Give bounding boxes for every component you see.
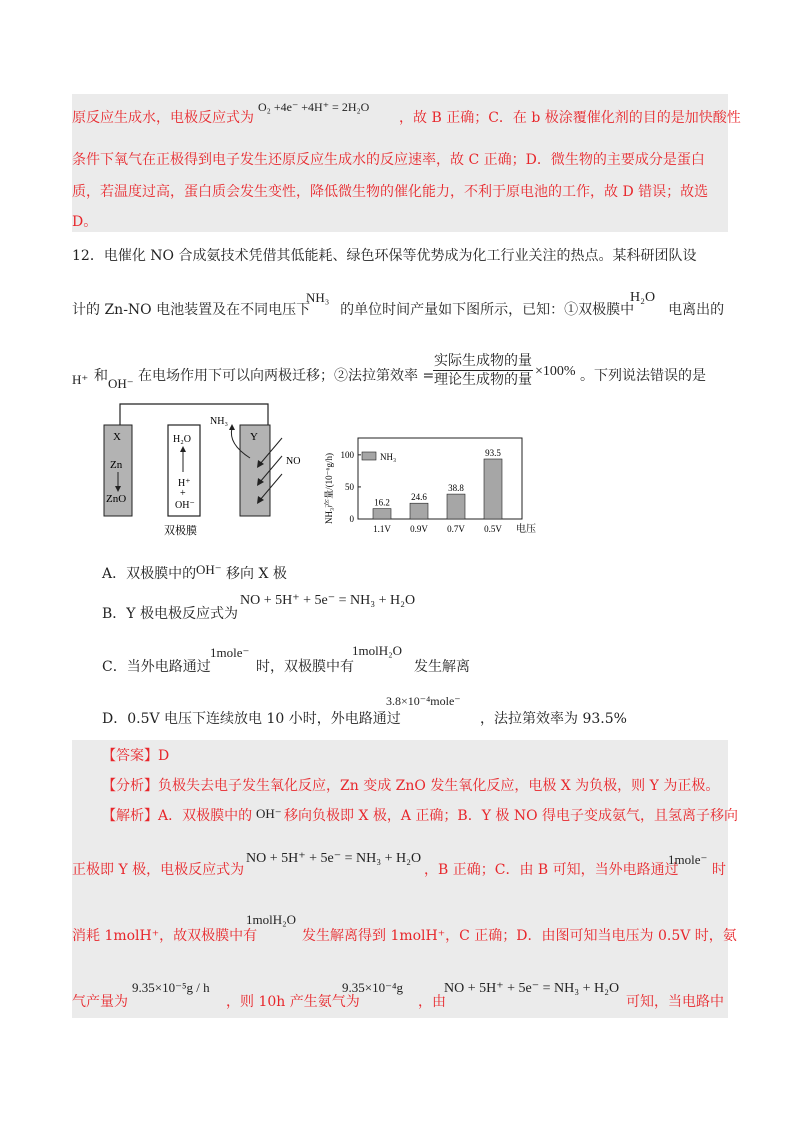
nh3-formula: NH₃	[306, 290, 330, 305]
option-b-eq: NO + 5H⁺ + 5e⁻ = NH₃ + H₂O	[240, 593, 416, 608]
chart-ylabel: NH₃产量/(10⁻⁶g/h)	[324, 452, 334, 524]
bar	[373, 509, 391, 519]
legend-swatch	[362, 452, 376, 460]
formula-o2: O₂ +4e⁻ +4H⁺ = 2H₂O	[258, 100, 370, 114]
option-d: D．0.5V 电压下连续放电 10 小时，外电路通过	[102, 711, 401, 727]
prev-line-4: D。	[72, 214, 98, 230]
chart-xlabel: 电压	[516, 524, 536, 535]
bar-value-label: 24.6	[411, 492, 427, 503]
label-h2o: H₂O	[173, 434, 191, 445]
q12-line-3b: 在电场作用下可以向两极迁移；②法拉第效率 =	[138, 368, 435, 384]
label-zno: ZnO	[106, 493, 127, 505]
explain-h2o: 1molH₂O	[246, 912, 297, 927]
ohminus: OH⁻	[108, 376, 134, 391]
prev-line-2: 条件下氧气在正极得到电子发生还原反应生成水的反应速率，故 C 正确；D．微生物的主要成分是蛋白	[72, 152, 705, 168]
h2o-formula: H₂O	[630, 290, 656, 305]
explain-eq-1: NO + 5H⁺ + 5e⁻ = NH₃ + H₂O	[246, 851, 422, 866]
option-c-mid: 时，双极膜中有	[256, 659, 354, 675]
text: ，故 B 正确；C．在 b 极涂覆催化剂的目的是加快酸性	[399, 110, 741, 126]
option-a-oh: OH⁻	[196, 562, 222, 577]
y-tick-label: 0	[349, 514, 354, 524]
explain-eq-2: NO + 5H⁺ + 5e⁻ = NH₃ + H₂O	[444, 981, 620, 996]
x-tick-label: 0.5V	[484, 524, 502, 534]
option-c: C．当外电路通过	[102, 659, 211, 675]
option-c-tail: 发生解离	[414, 659, 470, 675]
explain-line-2b: ，B 正确；C．由 B 可知，当外电路通过	[424, 862, 679, 878]
fraction-denominator: 理论生成物的量	[434, 372, 532, 388]
option-c-mol: 1mole⁻	[210, 645, 250, 660]
option-a	[102, 563, 196, 583]
text: A．双极膜中的	[102, 566, 197, 582]
answer-label: 【答案】D	[102, 748, 170, 764]
analysis-label: 【分析】负极失去电子发生氧化反应，Zn 变成 ZnO 发生氧化反应，电极 X 为负极，则 Y 为正极。	[102, 778, 720, 794]
label-oh: OH⁻	[175, 500, 195, 511]
option-a-tail: 移向 X 极	[226, 566, 287, 582]
explain-line-2c: 时	[712, 862, 726, 878]
q12-line-3c: 。下列说法错误的是	[580, 368, 706, 384]
prev-line-3: 质，若温度过高，蛋白质会发生变性，降低微生物的催化能力，不利于原电池的工作，故 D 错误；故选	[72, 184, 709, 200]
faraday-fraction	[433, 352, 533, 389]
explain-oh: OH⁻	[256, 806, 282, 821]
x-tick-label: 1.1V	[373, 524, 391, 534]
option-d-tail: ，法拉第效率为 93.5%	[480, 711, 627, 727]
prev-line-1	[72, 108, 741, 128]
explain-line-2: 正极即 Y 极，电极反应式为	[72, 862, 245, 878]
nh3-production-chart	[320, 432, 540, 542]
y-tick-label: 50	[345, 481, 354, 492]
bar	[447, 494, 465, 519]
explain-line-4c: ，由	[418, 994, 446, 1010]
label-no: NO	[286, 456, 301, 467]
q12-line-2	[72, 300, 724, 320]
hplus: H⁺	[72, 372, 89, 387]
explain-line-4b: ，则 10h 产生氨气为	[226, 994, 360, 1010]
fraction-tail: ×100%	[535, 364, 576, 379]
label-nh3: NH₃	[210, 416, 228, 427]
explain-line-1: 【解析】A．双极膜中的	[102, 808, 253, 824]
explain-mol: 1mole⁻	[668, 852, 708, 867]
label-zn: Zn	[110, 459, 123, 471]
y-tick-label: 100	[340, 449, 354, 460]
x-tick-label: 0.7V	[447, 524, 465, 534]
text: 原反应生成水，电极反应式为	[72, 110, 254, 126]
text: 电离出的	[668, 302, 725, 318]
bar-value-label: 16.2	[374, 497, 390, 508]
bar	[410, 503, 428, 519]
legend-label: NH₃	[380, 452, 397, 462]
explain-line-1b: 移向负极即 X 极，A 正确；B．Y 极 NO 得电子变成氨气，且氢离子移向	[284, 808, 739, 824]
q12-line-1: 12．电催化 NO 合成氨技术凭借其低能耗、绿色环保等优势成为化工行业关注的热点。某科研团队设	[72, 248, 697, 264]
option-b: B．Y 极电极反应式为	[102, 606, 238, 622]
q12-line-3: 和	[94, 368, 108, 384]
bar-value-label: 93.5	[485, 448, 501, 459]
explain-v2: 9.35×10⁻⁴g	[342, 980, 403, 995]
label-hplus: H⁺	[178, 478, 191, 489]
bar	[484, 459, 502, 519]
text: 的单位时间产量如下图所示，已知：①双极膜中	[340, 302, 635, 318]
fraction-numerator: 实际生成物的量	[434, 353, 532, 369]
bar-value-label: 38.8	[448, 483, 464, 494]
label-plus: +	[180, 488, 186, 499]
battery-diagram	[100, 398, 320, 548]
explain-v1: 9.35×10⁻⁵g / h	[132, 980, 210, 995]
explain-line-4: 气产量为	[72, 994, 128, 1010]
explain-line-3: 消耗 1molH⁺，故双极膜中有	[72, 928, 258, 944]
explain-line-4d: 可知，当电路中	[626, 994, 724, 1010]
explain-line-3b: 发生解离得到 1molH⁺，C 正确；D．由图可知当电压为 0.5V 时，氨	[302, 928, 737, 944]
label-x: X	[113, 431, 121, 443]
label-membrane: 双极膜	[164, 525, 197, 537]
x-tick-label: 0.9V	[410, 524, 428, 534]
label-y: Y	[250, 431, 258, 443]
option-d-val: 3.8×10⁻⁴mole⁻	[386, 694, 461, 708]
option-c-h2o: 1molH₂O	[352, 643, 403, 658]
text: 计的 Zn-NO 电池装置及在不同电压下	[72, 302, 311, 318]
